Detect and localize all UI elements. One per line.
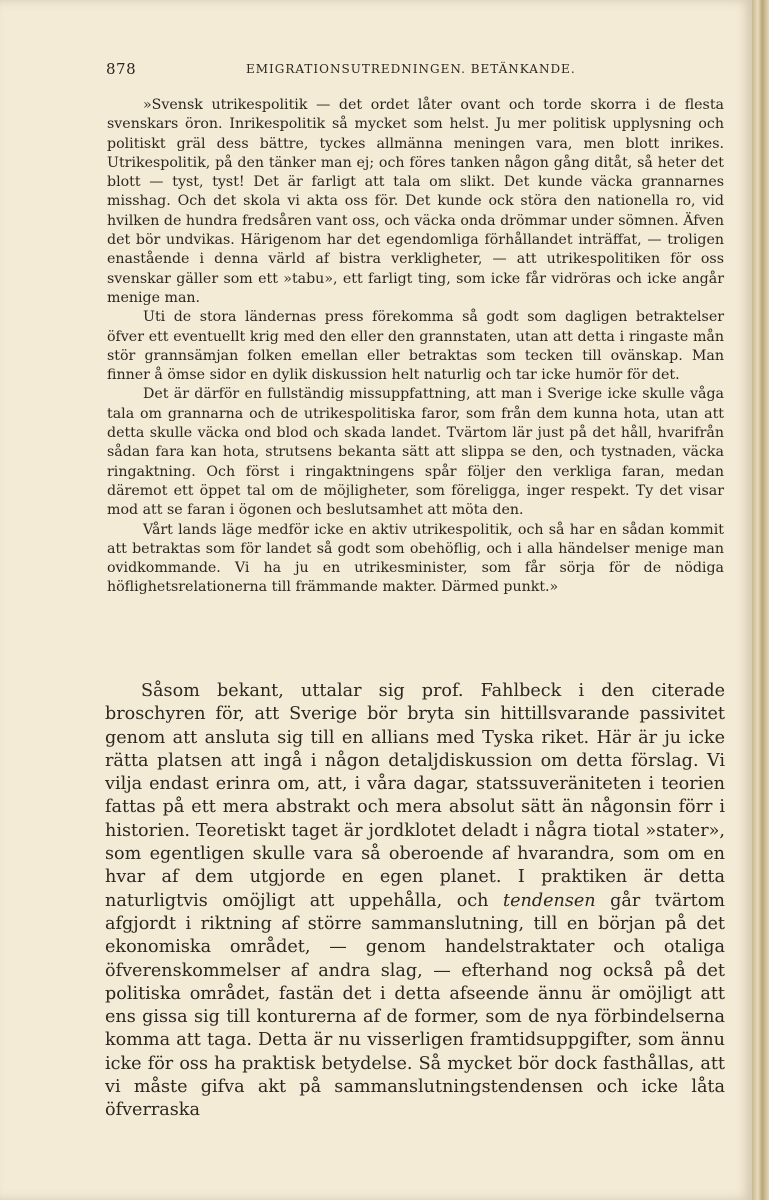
running-title: EMIGRATIONSUTREDNINGEN. BETÄNKANDE. — [246, 62, 576, 76]
quote-paragraph-4: Vårt lands läge medför icke en aktiv utrikespolitik, och så har en sådan kommit att betraktas som för landet så godt som obehöflig, och i alla händelser menige man ovidkommande. Vi ha ju en utrikesminister, som får sörja för de nödiga höflighetsrelationerna till främmande makter. Därmed punkt.» — [107, 521, 724, 596]
main-paragraph — [105, 680, 725, 1123]
quote-paragraph-1: »Svensk utrikespolitik — det ordet låter ovant och torde skorra i de flesta svenskars öron. Inrikespolitik så mycket som helst. Ju mer politisk upplysning och politiskt gräl dess bättre, tyckes allmänna meningen vara, men blott inrikes. Utrikespolitik, på den tänker man ej; och föres tanken någon gång ditåt, så heter det blott — tyst, tyst! Det är farligt att tala om slikt. Det kunde väcka grannarnes misshag. Och det skola vi akta oss för. Det kunde ock störa den nationella ro, vid hvilken de hundra fredsåren vant oss, och väcka onda drömmar under sömnen. Äfven det bör undvikas. Härigenom har det egendomliga förhållandet inträffat, — troligen enastående i denna värld af bistra verkligheter, — att utrikespolitiken för oss svenskar gäller som ett »tabu», ett farligt ting, som icke får vidröras och icke angår menige man. — [107, 97, 724, 306]
main-text — [105, 680, 725, 1123]
page-edge — [752, 0, 769, 1200]
quote-paragraph-3: Det är därför en fullständig missuppfattning, att man i Sverige icke skulle våga tala om grannarna och de utrikespolitiska faror, som från dem kunna hota, utan att detta skulle väcka ond blod och skada landet. Tvärtom lär just på det håll, hvarifrån sådan fara kan hota, strutsens bekanta sätt att slippa se den, och tystnaden, väcka ringaktning. Och först i ringaktningens spår följer den verkliga faran, medan däremot ett öppet tal om de möjligheter, som föreligga, inger respekt. Ty det visar mod att se faran i ögonen och beslutsamhet att möta den. — [107, 386, 724, 519]
page-number: 878 — [106, 60, 137, 78]
main-text-part-1: Såsom bekant, uttalar sig prof. Fahlbeck i den citerade broschyren för, att Sverige bör bryta sin hittillsvarande passivitet genom att ansluta sig till en allians med Tyska riket. Här är ju icke rätta platsen att ingå i någon detaljdiskussion om detta förslag. Vi vilja endast erinra om, att, i våra dagar, statssuveräniteten i teorien fattas på ett mera abstrakt och mera absolut sätt än någonsin förr i historien. Teoretiskt taget är jordklotet deladt i några tiotal »stater», som egentligen skulle vara så oberoende af hvarandra, som om en hvar af dem utgjorde en egen planet. I praktiken är detta naturligtvis omöjligt att uppehålla, och — [105, 681, 725, 911]
quote-paragraph-2: Uti de stora ländernas press förekomma så godt som dagligen betraktelser öfver ett eventuellt krig med den eller den grannstaten, utan att detta i ringaste mån stör grannsämjan folken emellan eller betraktas som tecken till ovänskap. Man finner å ömse sidor en dylik diskussion helt naturlig och tar icke humör för det. — [107, 309, 724, 384]
main-text-part-2: går tvärtom afgjordt i riktning af större sammanslutning, till en början på det ekonomiska området, — genom handelstraktater och otaliga öfverenskommelser af andra slag, — efterhand nog också på det politiska området, fastän det i detta afseende ännu är omöjligt att ens gissa sig till konturerna af de former, som de nya förbindelserna komma att taga. Detta är nu visserligen framtidsuppgifter, som ännu icke för oss ha praktisk betydelse. Så mycket bör dock fasthållas, att vi måste gifva akt på sammanslutningstendensen och icke låta öfverraska — [105, 890, 725, 1121]
quoted-passage — [107, 96, 724, 598]
emphasized-word: tendensen — [503, 890, 596, 911]
